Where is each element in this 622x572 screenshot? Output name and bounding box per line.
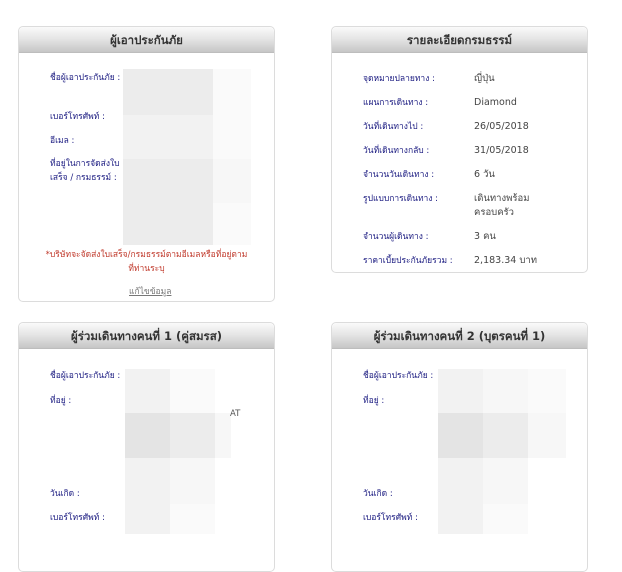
departure-date-label: วันที่เดินทางไป : [363,122,424,132]
insured-phone-label: เบอร์โทรศัพท์ : [50,112,105,122]
travelers-count-value: 3 คน [474,231,496,242]
insured-address-label-line2: เสร็จ / กรมธรรม์ : [50,173,117,183]
companion2-dob-label: วันเกิด : [363,489,393,499]
return-date-value: 31/05/2018 [474,145,529,156]
companion1-phone-label: เบอร์โทรศัพท์ : [50,513,105,523]
insured-card-header: ผู้เอาประกันภัย [19,27,274,53]
return-date-label: วันที่เดินทางกลับ : [363,146,430,156]
departure-date-value: 26/05/2018 [474,121,529,132]
travel-type-value-line2: ครอบครัว [474,207,514,218]
plan-label: แผนการเดินทาง : [363,98,429,108]
companion1-address-label: ที่อยู่ : [50,396,72,406]
travel-type-label: รูปแบบการเดินทาง : [363,194,439,204]
travelers-count-label: จำนวนผู้เดินทาง : [363,232,429,242]
insured-email-label: อีเมล : [50,136,75,146]
trip-days-value: 6 วัน [474,169,495,180]
companion2-header: ผู้ร่วมเดินทางคนที่ 2 (บุตรคนที่ 1) [332,323,587,349]
policy-details-header: รายละเอียดกรมธรรม์ [332,27,587,53]
companion1-dob-label: วันเกิด : [50,489,80,499]
plan-value: Diamond [474,97,517,108]
edit-info-link[interactable]: แก้ไขข้อมูล [129,287,172,297]
companion2-address-label: ที่อยู่ : [363,396,385,406]
destination-label: จุดหมายปลายทาง : [363,74,435,84]
trip-days-label: จำนวนวันเดินทาง : [363,170,435,180]
companion1-address-partial: AT [230,409,241,419]
total-premium-label: ราคาเบี้ยประกันภัยรวม : [363,256,453,266]
companion2-card [331,322,588,572]
companion2-name-label: ชื่อผู้เอาประกันภัย : [363,371,434,381]
insured-card [18,26,275,302]
companion1-header: ผู้ร่วมเดินทางคนที่ 1 (คู่สมรส) [19,323,274,349]
insured-delivery-note-line1: *บริษัทจะจัดส่งใบเสร็จ/กรมธรรม์ตามอีเมลหรือที่อยู่ตาม [45,250,248,260]
destination-value: ญี่ปุ่น [474,73,495,84]
insured-address-label-line1: ที่อยู่ในการจัดส่งใบ [50,159,120,169]
companion2-phone-label: เบอร์โทรศัพท์ : [363,513,418,523]
total-premium-value: 2,183.34 บาท [474,255,537,266]
insured-delivery-note-line2: ที่ท่านระบุ [128,264,165,274]
travel-type-value-line1: เดินทางพร้อม [474,193,530,204]
companion1-card [18,322,275,572]
companion1-name-label: ชื่อผู้เอาประกันภัย : [50,371,121,381]
insured-name-label: ชื่อผู้เอาประกันภัย : [50,73,121,83]
policy-details-card [331,26,588,273]
